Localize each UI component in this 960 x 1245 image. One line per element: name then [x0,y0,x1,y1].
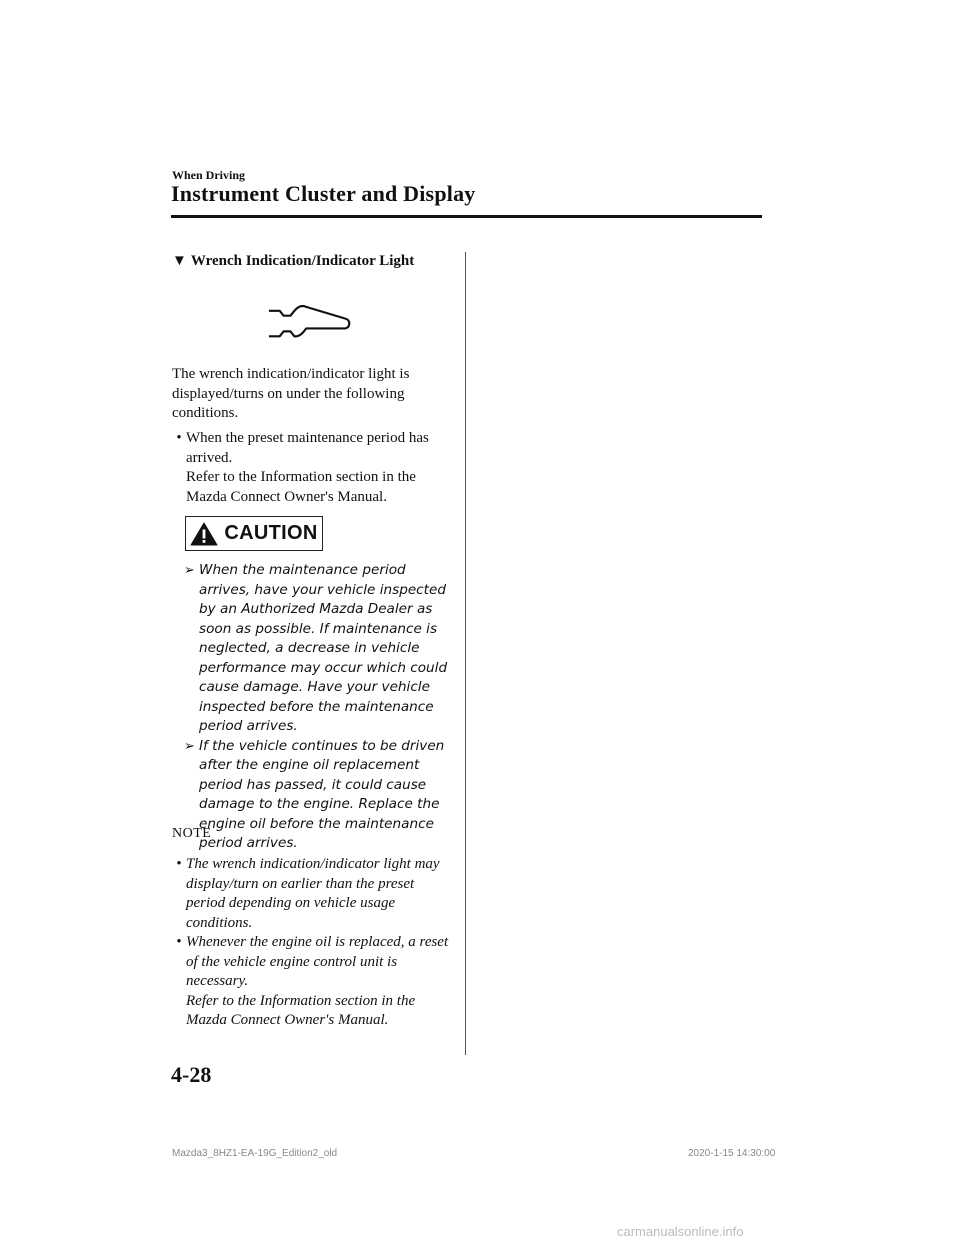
footer-file-name: Mazda3_8HZ1-EA-19G_Edition2_old [172,1148,338,1159]
column-divider [465,252,466,1055]
caution-list [184,561,454,854]
bullet-icon: • [176,934,182,950]
note-list [172,855,457,1031]
heading-marker: ▼ [172,253,187,269]
caution-item-text: If the vehicle continues to be driven after the engine oil replacement period has passed, it could cause damage to the engine. Replace the engine oil before the maintenance period arrives. [199,737,445,851]
page-number: 4-28 [171,1062,212,1087]
caution-box [185,516,323,551]
note-label: NOTE [172,826,212,841]
section-label: When Driving [172,168,246,182]
list-item [172,429,457,507]
arrow-bullet-icon: ➢ [184,738,195,754]
caution-item-text: When the maintenance period arrives, have your vehicle inspected by an Authorized Mazda Dealer as soon as possible. If maintenance is neglected, a decrease in vehicle performance may occur which could cause damage. Have your vehicle inspected before the maintenance period arrives. [199,562,448,734]
note-line: Refer to the Information section in the Mazda Connect Owner's Manual. [186,992,416,1028]
list-item [172,933,457,1031]
footer-timestamp: 2020-1-15 14:30:00 [688,1148,776,1159]
note-line: Whenever the engine oil is replaced, a reset of the vehicle engine control unit is necessary. [186,934,449,989]
list-item [172,855,457,933]
warning-triangle-icon [190,522,218,546]
bullet-icon: • [176,856,182,872]
list-item [184,561,454,737]
condition-line: When the preset maintenance period has arrived. [186,430,429,466]
title-rule [171,215,762,218]
condition-line: Refer to the Information section in the Mazda Connect Owner's Manual. [186,469,416,505]
heading-text: Wrench Indication/Indicator Light [190,253,415,269]
arrow-bullet-icon: ➢ [184,563,195,578]
conditions-list [172,429,457,507]
caution-label: CAUTION [224,522,318,544]
intro-paragraph: The wrench indication/indicator light is displayed/turns on under the following conditions. [172,366,410,421]
list-item [184,737,454,854]
section-heading [172,253,414,270]
bullet-icon: • [176,430,182,446]
page-title: Instrument Cluster and Display [171,181,476,206]
watermark: carmanualsonline.info [617,1224,744,1239]
wrench-icon [265,301,351,341]
note-line: The wrench indication/indicator light may display/turn on earlier than the preset period depending on vehicle usage conditions. [186,856,440,931]
